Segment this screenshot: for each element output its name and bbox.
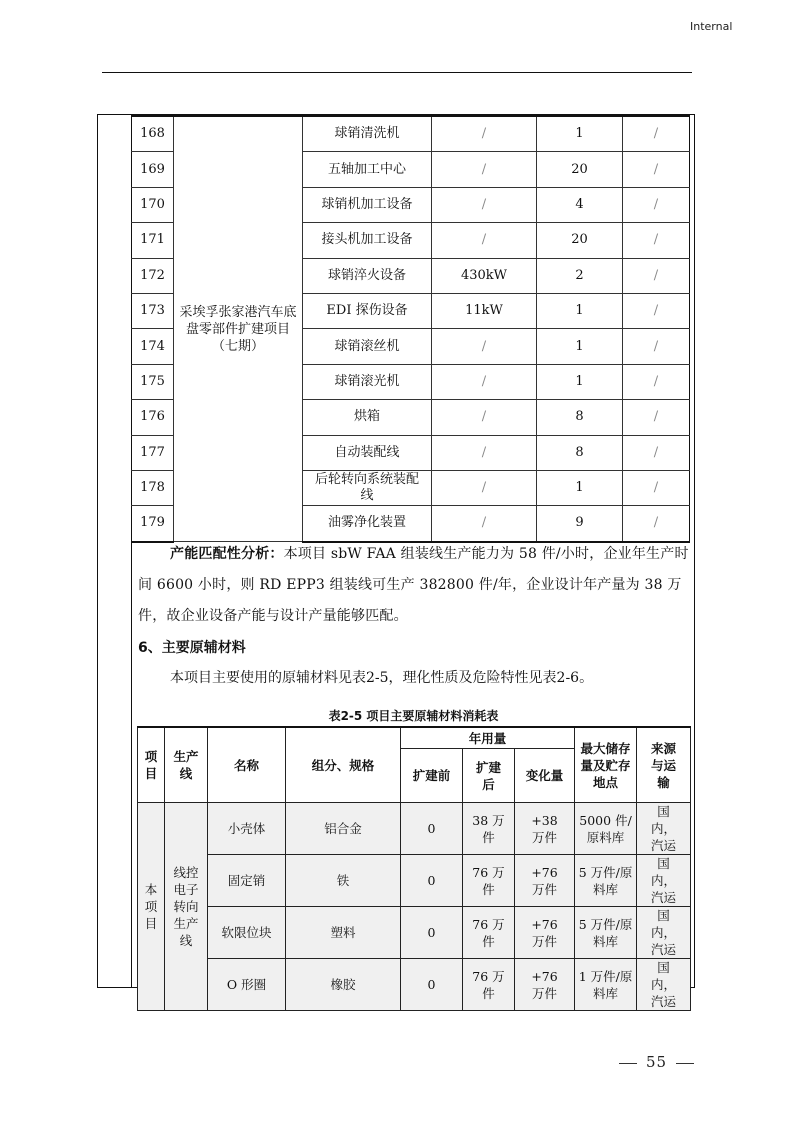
header-name: 名称 [208, 727, 286, 803]
material-name: O 形圈 [208, 959, 286, 1011]
equipment-power: / [432, 329, 537, 364]
equipment-name: 自动装配线 [303, 435, 432, 470]
row-number: 179 [132, 506, 174, 542]
equipment-note: / [623, 364, 690, 399]
material-name: 小壳体 [208, 803, 286, 855]
equipment-power: / [432, 506, 537, 542]
material-storage: 5000 件/原料库 [575, 803, 637, 855]
equipment-name: 球销机加工设备 [303, 187, 432, 222]
header-annual: 年用量 [401, 727, 575, 749]
material-spec: 塑料 [286, 907, 401, 959]
header-source: 来源与运输 [637, 727, 691, 803]
material-after: 38 万件 [463, 803, 515, 855]
section-title: 6、主要原辅材料 [138, 640, 246, 656]
equipment-qty: 8 [537, 435, 623, 470]
equipment-note: / [623, 329, 690, 364]
equipment-qty: 1 [537, 329, 623, 364]
header-line: 生产线 [165, 727, 208, 803]
material-before: 0 [401, 907, 463, 959]
material-before: 0 [401, 959, 463, 1011]
equipment-name: 后轮转向系统装配线 [303, 470, 432, 505]
equipment-qty: 1 [537, 364, 623, 399]
equipment-qty: 1 [537, 116, 623, 152]
item-label: 本项目 [138, 803, 165, 1011]
equipment-note: / [623, 435, 690, 470]
material-change: +76 万件 [515, 959, 575, 1011]
table-row [138, 855, 691, 907]
table-caption: 表2-5 项目主要原辅材料消耗表 [328, 709, 499, 723]
material-source: 国内，汽运 [637, 855, 691, 907]
equipment-qty: 1 [537, 470, 623, 505]
material-before: 0 [401, 803, 463, 855]
equipment-qty: 8 [537, 400, 623, 435]
equipment-power: / [432, 470, 537, 505]
equipment-note: / [623, 152, 690, 187]
row-number: 171 [132, 223, 174, 258]
row-number: 172 [132, 258, 174, 293]
equipment-qty: 20 [537, 223, 623, 258]
table-row [138, 907, 691, 959]
header-row [138, 727, 691, 749]
material-storage: 5 万件/原料库 [575, 907, 637, 959]
material-after: 76 万件 [463, 855, 515, 907]
material-source: 国内，汽运 [637, 907, 691, 959]
table-row [138, 803, 691, 855]
material-change: +76 万件 [515, 855, 575, 907]
row-number: 173 [132, 293, 174, 328]
equipment-power: / [432, 187, 537, 222]
material-source: 国内，汽运 [637, 803, 691, 855]
header-rule [102, 72, 692, 73]
materials-table [137, 726, 691, 1011]
page-number [610, 1053, 703, 1071]
equipment-note: / [623, 293, 690, 328]
material-storage: 1 万件/原料库 [575, 959, 637, 1011]
equipment-table [131, 115, 690, 543]
project-name: 采埃孚张家港汽车底盘零部件扩建项目（七期） [174, 116, 303, 542]
header-item: 项目 [138, 727, 165, 803]
equipment-power: / [432, 364, 537, 399]
equipment-name: 球销滚光机 [303, 364, 432, 399]
table-row [138, 959, 691, 1011]
equipment-note: / [623, 187, 690, 222]
equipment-name: 烘箱 [303, 400, 432, 435]
equipment-power: / [432, 435, 537, 470]
page-number-value: 55 [646, 1053, 668, 1071]
material-after: 76 万件 [463, 959, 515, 1011]
dash-right [676, 1063, 694, 1064]
equipment-note: / [623, 506, 690, 542]
equipment-name: 球销淬火设备 [303, 258, 432, 293]
equipment-qty: 9 [537, 506, 623, 542]
equipment-power: / [432, 152, 537, 187]
header-change: 变化量 [515, 749, 575, 803]
material-name: 固定销 [208, 855, 286, 907]
equipment-power: / [432, 116, 537, 152]
equipment-power: / [432, 223, 537, 258]
row-number: 169 [132, 152, 174, 187]
equipment-note: / [623, 223, 690, 258]
equipment-qty: 1 [537, 293, 623, 328]
header-storage: 最大储存量及贮存地点 [575, 727, 637, 803]
equipment-note: / [623, 116, 690, 152]
equipment-name: 五轴加工中心 [303, 152, 432, 187]
equipment-qty: 4 [537, 187, 623, 222]
row-number: 177 [132, 435, 174, 470]
table-row [132, 116, 690, 152]
material-before: 0 [401, 855, 463, 907]
material-change: +76 万件 [515, 907, 575, 959]
equipment-note: / [623, 400, 690, 435]
equipment-name: 油雾净化装置 [303, 506, 432, 542]
equipment-power: / [432, 400, 537, 435]
row-number: 170 [132, 187, 174, 222]
row-number: 176 [132, 400, 174, 435]
material-spec: 铝合金 [286, 803, 401, 855]
equipment-power: 11kW [432, 293, 537, 328]
material-change: +38 万件 [515, 803, 575, 855]
material-spec: 橡胶 [286, 959, 401, 1011]
equipment-name: 接头机加工设备 [303, 223, 432, 258]
capacity-analysis-paragraph [138, 539, 690, 632]
header-after: 扩建后 [463, 749, 515, 803]
classification-label: Internal [690, 20, 733, 33]
material-storage: 5 万件/原料库 [575, 855, 637, 907]
row-number: 168 [132, 116, 174, 152]
header-before: 扩建前 [401, 749, 463, 803]
capacity-analysis-text: 本项目 sbW FAA 组装线生产能力为 58 件/小时，企业年生产时间 6600 小时，则 RD EPP3 组装线可生产 382800 件/年，企业设计年产量为 38 万件，故企业设备产能与设计产量能够匹配。 [138, 546, 689, 624]
section-intro: 本项目主要使用的原辅材料见表2-5，理化性质及危险特性见表2-6。 [170, 670, 594, 686]
equipment-qty: 20 [537, 152, 623, 187]
material-source: 国内，汽运 [637, 959, 691, 1011]
material-spec: 铁 [286, 855, 401, 907]
equipment-qty: 2 [537, 258, 623, 293]
equipment-power: 430kW [432, 258, 537, 293]
material-name: 软限位块 [208, 907, 286, 959]
equipment-name: 球销清洗机 [303, 116, 432, 152]
header-spec: 组分、规格 [286, 727, 401, 803]
capacity-analysis-lead: 产能匹配性分析： [170, 546, 284, 562]
material-after: 76 万件 [463, 907, 515, 959]
line-label: 线控电子转向生产线 [165, 803, 208, 1011]
equipment-name: EDI 探伤设备 [303, 293, 432, 328]
row-number: 175 [132, 364, 174, 399]
dash-left [619, 1063, 637, 1064]
equipment-note: / [623, 470, 690, 505]
equipment-name: 球销滚丝机 [303, 329, 432, 364]
equipment-note: / [623, 258, 690, 293]
row-number: 178 [132, 470, 174, 505]
row-number: 174 [132, 329, 174, 364]
